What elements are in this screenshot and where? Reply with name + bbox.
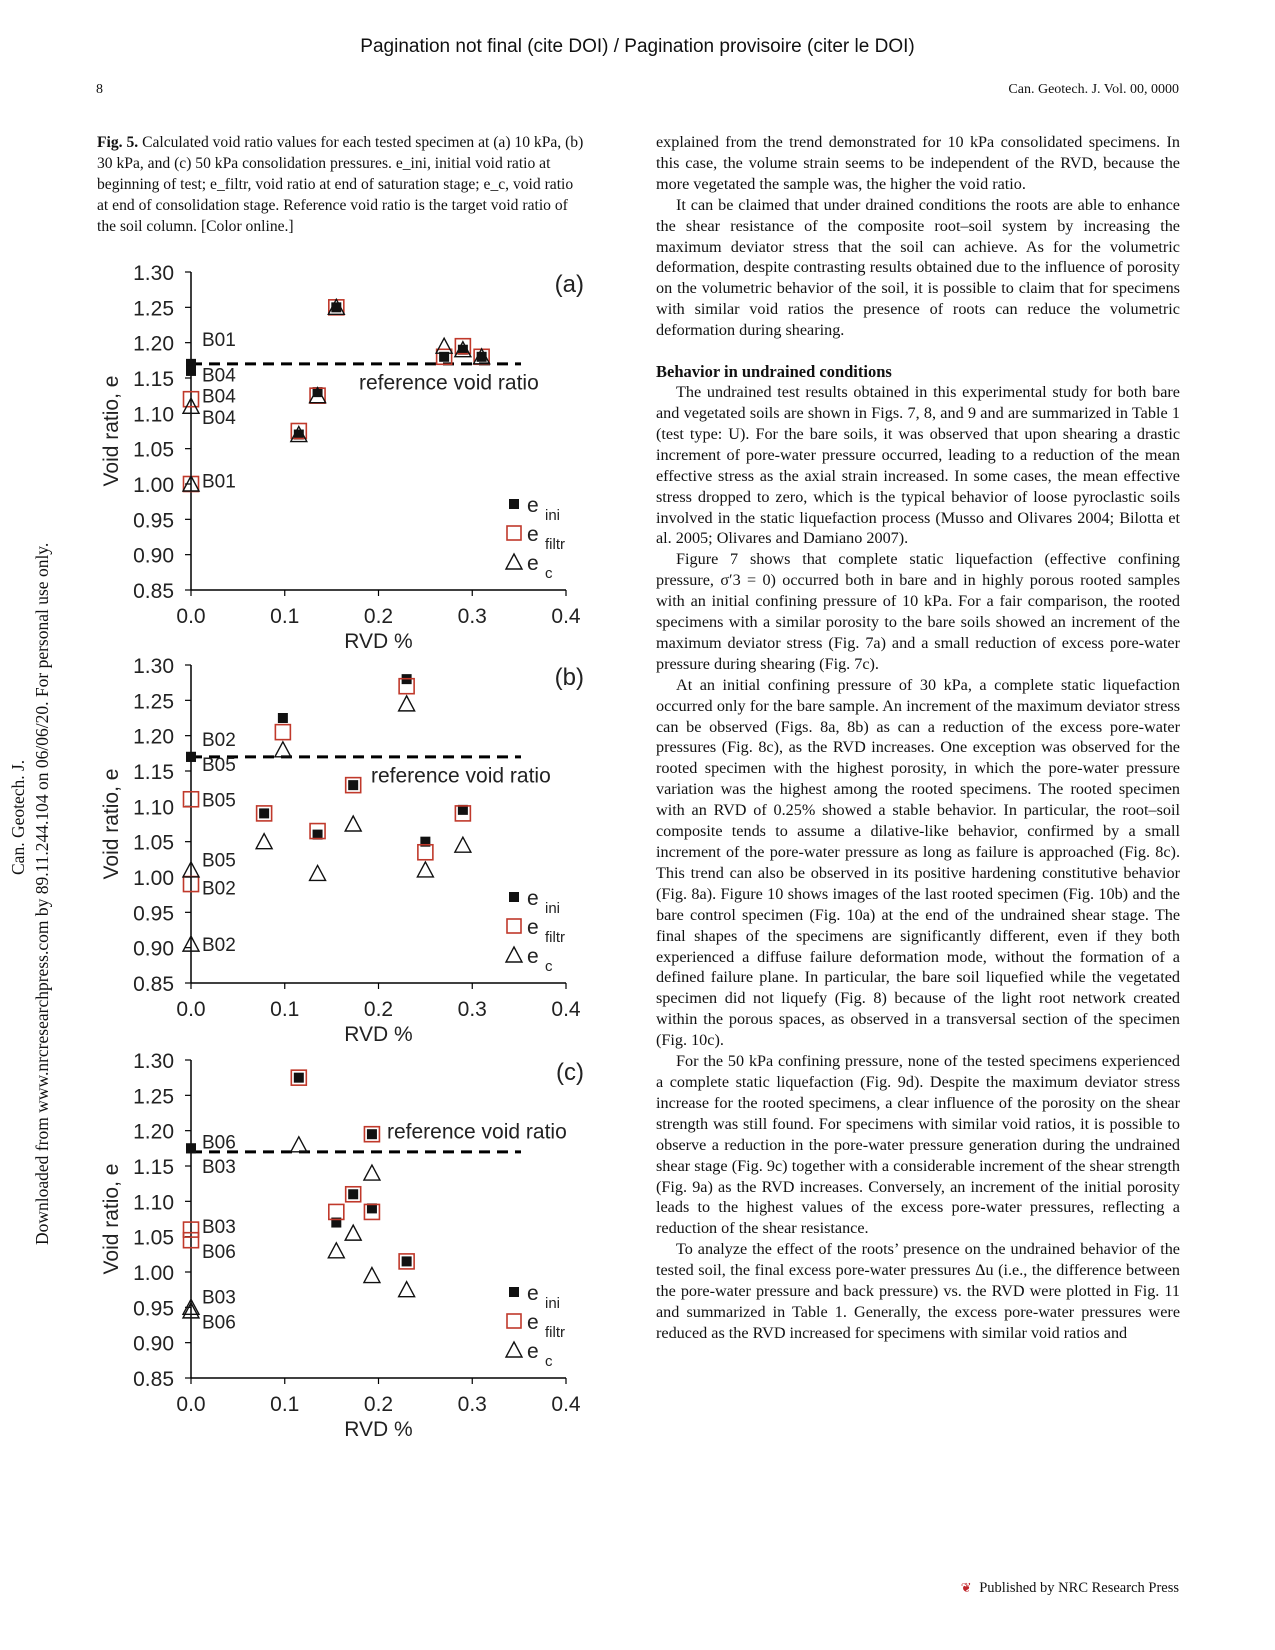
paragraph: For the 50 kPa confining pressure, none of the tested specimens experienced a complete static liquefaction (Fig. 9d). Despite the maximum deviator stress increase for the rooted specimens, a clear influence of the porosity on the shear strength was still found. For specimens with similar void ratios, it is possible to observe a reduction in the pore-water pressure generation during the undrained shear stage (Fig. 9c) together with a considerable increment of the shear strength (Fig. 9a) as the RVD increases. Conversely, an increment of the initial porosity leads to the highest values of the excess pore-water pressures, reflecting a reduction of the shear resistance. — [656, 1052, 1180, 1238]
reference-label: reference void ratio — [359, 371, 539, 395]
data-point-e-c — [345, 1225, 361, 1240]
data-point-e-ini — [367, 1129, 377, 1139]
legend — [506, 1282, 565, 1370]
specimen-label: B02 — [202, 935, 236, 957]
y-tick-label: 1.15 — [133, 761, 174, 784]
legend-marker-e-filtr — [507, 1314, 521, 1328]
specimen-label: B05 — [202, 754, 236, 776]
specimen-label: B05 — [202, 790, 236, 812]
data-point-e-ini — [259, 808, 269, 818]
legend-subscript: c — [545, 1353, 553, 1370]
specimen-label: B01 — [202, 471, 236, 493]
y-axis-label: Void ratio, e — [100, 375, 123, 487]
y-tick-label: 1.00 — [133, 474, 174, 497]
chart-panel-2 — [100, 655, 584, 1046]
figure-caption — [97, 132, 587, 237]
x-tick-label: 0.4 — [551, 605, 581, 628]
specimen-label: B05 — [202, 850, 236, 872]
y-tick-label: 0.95 — [133, 902, 174, 926]
panel-label: (a) — [554, 271, 584, 298]
legend-marker-e-ini — [509, 1287, 519, 1297]
specimen-label: B04 — [202, 407, 236, 429]
legend-label: e — [527, 887, 539, 910]
reference-label: reference void ratio — [371, 764, 551, 788]
paragraph: The undrained test results obtained in this experimental study for both bare and vegetated soils are shown in Figs. 7, 8, and 9 and are summarized in Table 1 (test type: U). For the bare soils, it was observed that upon shearing a drastic increment of pore-water pressure occurred, leading to a reduction of the mean effective stress as the axial strain increased. In some cases, the mean effective stress dropped to zero, which is the typical behavior of loose pyroclastic soils involved in the static liquefaction process (Musso and Olivares 2004; Bilotta et al. 2005; Olivares and Damiano 2007). — [656, 383, 1180, 548]
x-axis-label: RVD % — [344, 630, 413, 653]
x-tick-label: 0.3 — [457, 998, 487, 1021]
y-tick-label: 0.85 — [133, 1368, 174, 1391]
y-tick-label: 1.20 — [133, 725, 174, 749]
legend-marker-e-c — [506, 947, 522, 962]
legend-subscript: ini — [545, 507, 561, 524]
data-point-e-ini — [294, 1073, 304, 1083]
legend-subscript: filtr — [545, 929, 565, 946]
y-tick-label: 0.90 — [133, 937, 174, 961]
reference-label: reference void ratio — [387, 1120, 567, 1144]
y-tick-label: 1.25 — [133, 690, 174, 714]
y-tick-label: 1.15 — [133, 1156, 174, 1179]
paragraph: It can be claimed that under drained conditions the roots are able to enhance the shear resistance of the composite root–soil system by increasing the maximum deviator stress that the soil can achieve. As for the volumetric deformation, despite contrasting results obtained due to the influence of porosity on the volumetric behavior of the soil, it is possible to claim that for specimens with similar void ratios the presence of roots can reduce the volumetric deformation during shearing. — [656, 195, 1180, 340]
y-tick-label: 1.05 — [133, 438, 174, 462]
data-point-e-c — [291, 1137, 307, 1152]
x-tick-label: 0.3 — [457, 605, 487, 628]
specimen-label: B04 — [202, 365, 236, 387]
data-point-e-c — [436, 338, 452, 353]
x-tick-label: 0.4 — [551, 998, 581, 1021]
y-tick-label: 0.95 — [133, 509, 174, 533]
chart-panel-3 — [100, 1050, 584, 1441]
legend-label: e — [527, 494, 539, 517]
y-axis-label: Void ratio, e — [100, 768, 123, 880]
section-heading: Behavior in undrained conditions — [656, 362, 892, 382]
x-tick-label: 0.0 — [176, 1393, 206, 1416]
data-point-e-c — [310, 865, 326, 880]
x-tick-label: 0.3 — [457, 1393, 487, 1416]
y-tick-label: 1.25 — [133, 1085, 174, 1109]
data-point-e-ini — [186, 1143, 196, 1153]
specimen-label: B04 — [202, 386, 236, 408]
x-tick-label: 0.1 — [270, 605, 300, 628]
specimen-label: B03 — [202, 1217, 236, 1239]
legend-marker-e-ini — [509, 499, 519, 509]
legend-label: e — [527, 1311, 539, 1334]
data-point-e-ini — [278, 713, 288, 723]
journal-reference: Can. Geotech. J. Vol. 00, 0000 — [1008, 82, 1179, 97]
paragraph: Figure 7 shows that complete static liquefaction (effective confining pressure, σ′3 = 0) occurred both in bare and in highly porous rooted samples with an initial confining pressure of 10 kPa. For a fair comparison, the rooted specimens with a similar porosity to the bare soils showed an increment of the maximum deviator stress (Fig. 7a) and a small reduction of excess pore-water pressure during shearing (Fig. 7c). — [656, 550, 1180, 673]
specimen-label: B06 — [202, 1132, 236, 1154]
data-point-e-c — [256, 834, 272, 849]
paragraph: At an initial confining pressure of 30 kPa, a complete static liquefaction occurred only for the bare sample. An increment of the maximum deviator stress can be observed (Figs. 8a, 8b) as can a reduction of the excess pore-water pressures (Fig. 8c), as the RVD increases. One exception was observed for the rooted specimen with the highest porosity, in which the pore-water pressure variation was the highest among the rooted specimens. The rooted specimen with an RVD of 0.25% showed a stable behavior. In particular, the root–soil composite tends to assume a dilative-like behavior, confirmed by a small increment of the pore-water pressure as long as failure is approached (Fig. 8c). This trend can also be observed in its positive hardening constitutive behavior (Fig. 8a). Figure 10 shows images of the last rooted specimen (Fig. 10b) and the bare control specimen (Fig. 10a) at the end of the undrained shear stage. The final shapes of the specimens are significantly different, even if they both experienced a diffuse failure deformation mode, without the formation of a defined failure plane. In particular, the bare soil liquefied while the vegetated specimen did not liquefy (Fig. 8) because of the light root network created within the porous spaces, as observed in a transversal section of the specimen (Fig. 10c). — [656, 675, 1180, 1050]
legend-subscript: filtr — [545, 1324, 565, 1341]
figure-label: Fig. 5. — [97, 134, 139, 151]
page-number: 8 — [96, 82, 103, 97]
x-tick-label: 0.2 — [363, 605, 394, 628]
data-point-e-c — [364, 1165, 380, 1180]
data-point-e-filtr — [418, 845, 433, 860]
legend-subscript: ini — [545, 1295, 561, 1312]
y-tick-label: 1.25 — [133, 297, 174, 321]
y-axis-label: Void ratio, e — [100, 1163, 123, 1275]
void-ratio-figure — [96, 260, 606, 1460]
data-point-e-c — [455, 837, 471, 852]
y-tick-label: 1.10 — [133, 403, 174, 427]
legend-marker-e-filtr — [507, 919, 521, 933]
y-tick-label: 0.85 — [133, 973, 174, 996]
specimen-label: B03 — [202, 1157, 236, 1178]
download-watermark — [6, 543, 54, 1245]
specimen-label: B02 — [202, 878, 236, 900]
x-axis-label: RVD % — [344, 1023, 413, 1046]
leaf-icon: ❦ — [960, 1580, 972, 1595]
data-point-e-ini — [186, 366, 196, 376]
x-tick-label: 0.2 — [363, 998, 394, 1021]
data-point-e-ini — [186, 752, 196, 762]
legend-label: e — [527, 1282, 539, 1305]
panel-label: (b) — [554, 664, 584, 691]
data-point-e-ini — [402, 1256, 412, 1266]
data-point-e-filtr — [329, 1204, 344, 1219]
y-tick-label: 1.00 — [133, 1262, 174, 1285]
specimen-label: B06 — [202, 1241, 236, 1263]
data-point-e-ini — [348, 1189, 358, 1199]
legend-marker-e-c — [506, 554, 522, 569]
legend-subscript: c — [545, 565, 553, 582]
specimen-label: B02 — [202, 730, 236, 752]
x-tick-label: 0.4 — [551, 1393, 581, 1416]
x-axis-label: RVD % — [344, 1418, 413, 1441]
y-tick-label: 0.90 — [133, 544, 174, 568]
y-tick-label: 1.10 — [133, 796, 174, 820]
publisher-text: Published by NRC Research Press — [979, 1580, 1179, 1596]
legend-label: e — [527, 1340, 539, 1363]
publisher-footer — [961, 1580, 1179, 1597]
data-point-e-c — [399, 1282, 415, 1297]
y-tick-label: 1.20 — [133, 332, 174, 356]
legend-marker-e-filtr — [507, 526, 521, 540]
legend-label: e — [527, 552, 539, 575]
paragraph: explained from the trend demonstrated for 10 kPa consolidated specimens. In this case, the volume strain seems to be independent of the RVD, because the more vegetated the sample was, the higher the void ratio. — [656, 133, 1180, 193]
specimen-label: B06 — [202, 1312, 236, 1334]
pagination-banner: Pagination not final (cite DOI) / Pagination provisoire (citer le DOI) — [360, 36, 915, 57]
main-column — [656, 132, 1180, 1344]
y-tick-label: 0.90 — [133, 1332, 174, 1356]
y-tick-label: 1.30 — [133, 655, 174, 678]
x-tick-label: 0.0 — [176, 998, 206, 1021]
paragraph: To analyze the effect of the roots’ presence on the undrained behavior of the tested soil, the final excess pore-water pressures Δu (i.e., the difference between the pore-water pressure and back pressure) vs. the RVD were plotted in Fig. 11 and summarized in Table 1. Generally, the excess pore-water pressures were reduced as the RVD increased for specimens with similar void ratios and — [656, 1240, 1180, 1342]
legend-marker-e-c — [506, 1342, 522, 1357]
x-tick-label: 0.2 — [363, 1393, 394, 1416]
legend — [506, 887, 565, 975]
x-tick-label: 0.0 — [176, 605, 206, 628]
y-tick-label: 1.20 — [133, 1120, 174, 1144]
legend-marker-e-ini — [509, 892, 519, 902]
specimen-label: B01 — [202, 330, 236, 352]
legend — [506, 494, 565, 582]
y-tick-label: 1.05 — [133, 1226, 174, 1250]
watermark-line-1: Can. Geotech. J. — [8, 759, 28, 875]
legend-label: e — [527, 916, 539, 939]
y-tick-label: 1.15 — [133, 368, 174, 391]
data-point-e-c — [345, 816, 361, 831]
panel-label: (c) — [556, 1059, 584, 1086]
data-point-e-c — [364, 1268, 380, 1283]
y-tick-label: 0.95 — [133, 1297, 174, 1321]
data-point-e-ini — [348, 780, 358, 790]
watermark-line-2: Downloaded from www.nrcresearchpress.com by 89.11.244.104 on 06/06/20. For personal use only. — [32, 542, 52, 1245]
y-tick-label: 1.30 — [133, 1050, 174, 1073]
data-point-e-c — [328, 1243, 344, 1258]
data-point-e-c — [417, 862, 433, 877]
y-tick-label: 1.30 — [133, 262, 174, 285]
legend-label: e — [527, 945, 539, 968]
y-tick-label: 1.10 — [133, 1191, 174, 1215]
x-tick-label: 0.1 — [270, 1393, 300, 1416]
specimen-label: B03 — [202, 1287, 236, 1309]
legend-subscript: filtr — [545, 536, 565, 553]
data-point-e-c — [399, 696, 415, 711]
figure-caption-text: Calculated void ratio values for each tested specimen at (a) 10 kPa, (b) 30 kPa, and (c) 50 kPa consolidation pressures. e_ini, initial void ratio at beginning of test; e_filtr, void ratio at end of saturation stage; e_c, void ratio at end of consolidation stage. Reference void ratio is the target void ratio of the soil column. [Color online.] — [97, 134, 584, 235]
data-point-e-c — [275, 742, 291, 757]
legend-label: e — [527, 523, 539, 546]
y-tick-label: 1.00 — [133, 867, 174, 890]
legend-subscript: ini — [545, 900, 561, 917]
x-tick-label: 0.1 — [270, 998, 300, 1021]
chart-panel-1 — [100, 262, 584, 653]
y-tick-label: 1.05 — [133, 831, 174, 855]
y-tick-label: 0.85 — [133, 580, 174, 603]
data-point-e-filtr — [275, 725, 290, 740]
legend-subscript: c — [545, 958, 553, 975]
